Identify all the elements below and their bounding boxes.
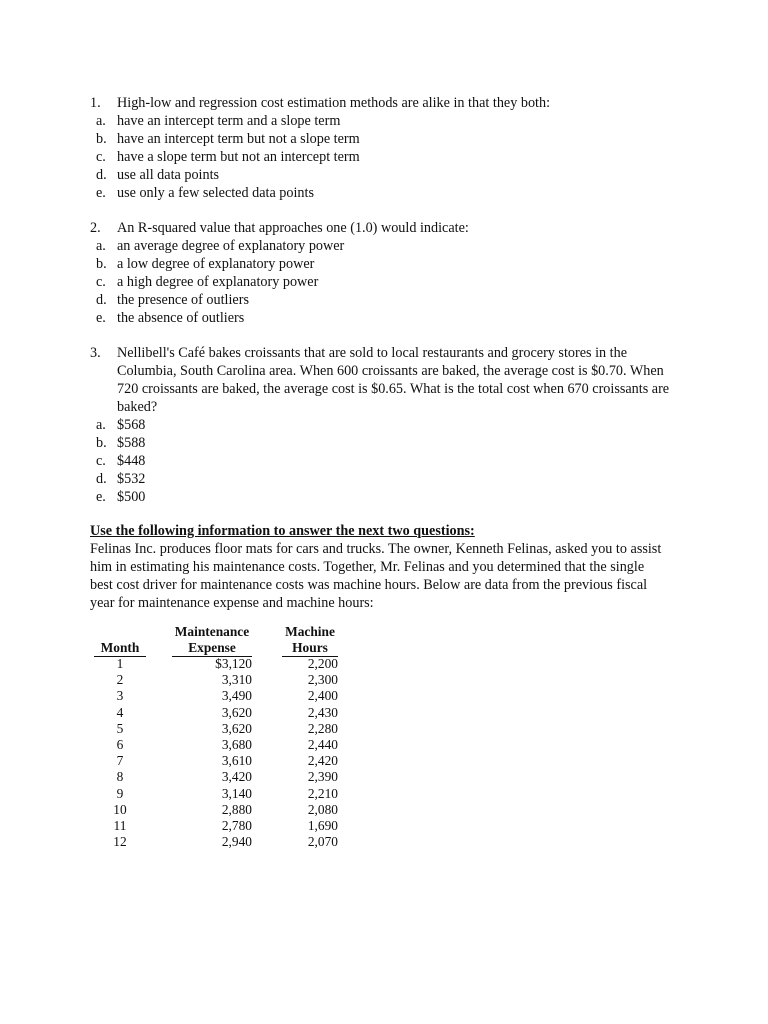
- option-text: have a slope term but not an intercept term: [117, 149, 360, 165]
- table-row: [94, 672, 354, 688]
- table-row: [94, 721, 354, 737]
- header-line: Machine: [285, 624, 335, 639]
- question-3: [90, 344, 670, 506]
- month-cell: 5: [116, 720, 124, 736]
- question-1: [90, 94, 670, 202]
- header-line: Hours: [282, 640, 338, 657]
- answer-option: [90, 488, 670, 506]
- expense-cell: 2,940: [221, 834, 252, 850]
- answer-option: [90, 273, 670, 291]
- question-number: 1.: [90, 95, 101, 111]
- month-cell: 2: [116, 672, 124, 688]
- month-cell: 9: [116, 785, 124, 801]
- question-text: An R-squared value that approaches one (1.0) would indicate:: [117, 220, 469, 236]
- question-number: 2.: [90, 220, 101, 236]
- hours-cell: 2,300: [307, 672, 338, 688]
- answer-option: [90, 470, 670, 488]
- month-cell: 6: [116, 736, 124, 752]
- month-cell: 7: [116, 753, 124, 769]
- option-text: use only a few selected data points: [117, 185, 314, 201]
- month-cell: 4: [116, 704, 124, 720]
- expense-cell: 3,620: [221, 720, 252, 736]
- option-text: $588: [117, 435, 146, 451]
- option-text: a low degree of explanatory power: [117, 256, 315, 272]
- hours-cell: 2,430: [307, 704, 338, 720]
- answer-option: [90, 291, 670, 309]
- machine-hours-column-header: [282, 624, 338, 657]
- maintenance-data-table: [94, 624, 354, 850]
- answer-option: [90, 452, 670, 470]
- month-cell: 10: [113, 801, 127, 817]
- table-body: [94, 656, 354, 850]
- info-block: [90, 522, 670, 612]
- expense-cell: 3,490: [221, 688, 252, 704]
- hours-cell: 2,420: [307, 753, 338, 769]
- month-cell: 11: [113, 817, 127, 833]
- month-cell: 8: [116, 769, 124, 785]
- table-row: [94, 705, 354, 721]
- answer-option: [90, 112, 670, 130]
- answer-option: [90, 434, 670, 452]
- option-text: $448: [117, 453, 146, 469]
- expense-cell: 3,420: [221, 769, 252, 785]
- option-letter: b.: [96, 435, 107, 451]
- hours-cell: 2,390: [307, 769, 338, 785]
- expense-cell: 2,880: [221, 801, 252, 817]
- option-text: an average degree of explanatory power: [117, 238, 345, 254]
- table-row: [94, 688, 354, 704]
- option-letter: e.: [96, 185, 106, 201]
- hours-cell: 2,280: [307, 720, 338, 736]
- option-letter: c.: [96, 149, 106, 165]
- question-text: High-low and regression cost estimation methods are alike in that they both:: [117, 95, 551, 111]
- hours-cell: 2,440: [307, 736, 338, 752]
- option-letter: a.: [96, 238, 106, 254]
- question-2: [90, 219, 670, 327]
- option-text: use all data points: [117, 167, 220, 183]
- hours-cell: 1,690: [307, 817, 338, 833]
- option-text: the absence of outliers: [117, 310, 245, 326]
- expense-cell: 3,140: [221, 785, 252, 801]
- table-header: [94, 624, 354, 656]
- table-row: [94, 786, 354, 802]
- option-letter: b.: [96, 256, 107, 272]
- header-line: Maintenance: [174, 624, 250, 639]
- option-letter: c.: [96, 274, 106, 290]
- option-text: have an intercept term but not a slope term: [117, 131, 360, 147]
- month-column-header: Month: [94, 640, 146, 657]
- question-stem: [90, 94, 670, 112]
- table-row: [94, 769, 354, 785]
- answer-option: [90, 130, 670, 148]
- option-text: $568: [117, 417, 146, 433]
- question-stem: [90, 344, 670, 416]
- option-text: $532: [117, 471, 146, 487]
- option-letter: d.: [96, 167, 107, 183]
- hours-cell: 2,400: [307, 688, 338, 704]
- answer-option: [90, 237, 670, 255]
- answer-option: [90, 148, 670, 166]
- option-letter: a.: [96, 417, 106, 433]
- expense-cell: 2,780: [221, 817, 252, 833]
- option-letter: e.: [96, 310, 106, 326]
- option-letter: b.: [96, 131, 107, 147]
- info-heading: Use the following information to answer the next two questions:: [90, 523, 475, 539]
- answer-option: [90, 184, 670, 202]
- answer-option: [90, 166, 670, 184]
- question-stem: [90, 219, 670, 237]
- answer-option: [90, 416, 670, 434]
- table-row: [94, 737, 354, 753]
- option-letter: d.: [96, 292, 107, 308]
- option-text: $500: [117, 489, 146, 505]
- question-text: Nellibell's Café bakes croissants that are sold to local restaurants and grocery stores in the Columbia, South Carolina area. When 600 croissants are baked, the average cost is $0.70. When 720 croissants are baked, the average cost is $0.65. What is the total cost when 670 croissants are baked?: [117, 345, 670, 415]
- expense-cell: 3,680: [221, 736, 252, 752]
- option-letter: d.: [96, 471, 107, 487]
- month-cell: 12: [113, 834, 127, 850]
- hours-cell: 2,210: [307, 785, 338, 801]
- hours-cell: 2,080: [307, 801, 338, 817]
- answer-option: [90, 309, 670, 327]
- expense-cell: 3,620: [221, 704, 252, 720]
- hours-cell: 2,070: [307, 834, 338, 850]
- answer-option: [90, 255, 670, 273]
- question-number: 3.: [90, 345, 101, 361]
- option-text: have an intercept term and a slope term: [117, 113, 341, 129]
- table-row: [94, 753, 354, 769]
- table-row: [94, 802, 354, 818]
- option-text: a high degree of explanatory power: [117, 274, 319, 290]
- option-letter: c.: [96, 453, 106, 469]
- month-cell: 1: [116, 656, 124, 671]
- expense-cell: 3,310: [221, 672, 252, 688]
- table-row: [94, 656, 354, 672]
- table-row: [94, 818, 354, 834]
- header-line: Expense: [172, 640, 252, 657]
- maintenance-expense-column-header: [172, 624, 252, 657]
- info-body: Felinas Inc. produces floor mats for cars and trucks. The owner, Kenneth Felinas, asked you to assist him in estimating his maintenance costs. Together, Mr. Felinas and you determined that the single best cost driver for maintenance costs was machine hours. Below are data from the previous fiscal year for maintenance expense and machine hours:: [90, 541, 662, 611]
- table-row: [94, 834, 354, 850]
- option-letter: e.: [96, 489, 106, 505]
- expense-cell: $3,120: [215, 656, 252, 671]
- expense-cell: 3,610: [221, 753, 252, 769]
- option-text: the presence of outliers: [117, 292, 249, 308]
- month-cell: 3: [116, 688, 124, 704]
- hours-cell: 2,200: [307, 656, 338, 671]
- option-letter: a.: [96, 113, 106, 129]
